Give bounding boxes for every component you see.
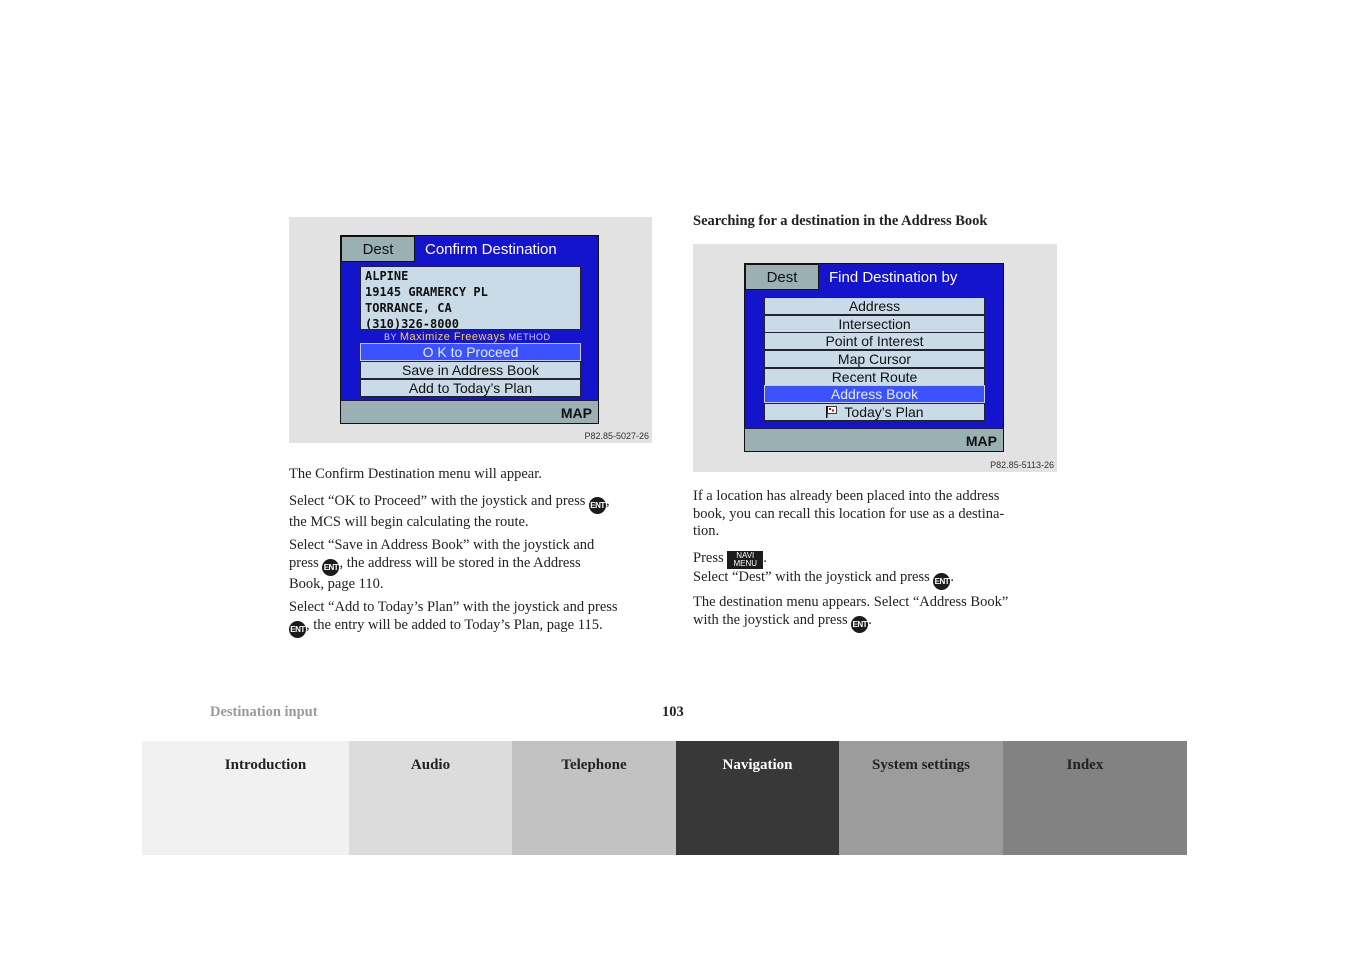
ent-button-icon: ENT — [589, 497, 606, 514]
confirm-destination-figure — [289, 217, 652, 443]
tab-telephone[interactable]: Telephone — [512, 741, 676, 855]
tab-system-settings[interactable]: System settings — [839, 741, 1003, 855]
address-line: 19145 GRAMERCY PL — [365, 285, 488, 299]
paragraph-text: If a location has already been placed into the address — [693, 488, 1000, 504]
add-to-todays-plan-option: Add to Today’s Plan — [360, 379, 581, 397]
screen-title: Confirm Destination — [425, 241, 557, 258]
map-label: MAP — [560, 405, 592, 421]
tab-audio[interactable]: Audio — [349, 741, 512, 855]
paragraph — [693, 488, 1063, 541]
intersection-option: Intersection — [764, 315, 985, 333]
paragraph-text: Select “Add to Today’s Plan” with the joystick and press — [289, 599, 618, 615]
tab-navigation[interactable]: Navigation — [676, 741, 839, 855]
map-cursor-option: Map Cursor — [764, 350, 985, 368]
method-highlight: Maximize Freeways — [399, 331, 506, 343]
paragraph — [289, 466, 542, 484]
paragraph-text: tion. — [693, 523, 720, 539]
section-heading: Searching for a destination in the Address Book — [693, 213, 988, 229]
paragraph — [693, 594, 1063, 633]
ok-to-proceed-option: O K to Proceed — [360, 343, 581, 361]
paragraph — [289, 599, 659, 638]
todays-plan-label: Today’s Plan — [844, 404, 924, 420]
address-book-option: Address Book — [764, 385, 985, 403]
ent-button-icon: ENT — [933, 573, 950, 590]
paragraph-text: , — [606, 493, 610, 509]
ent-button-icon: ENT — [322, 559, 339, 576]
paragraph-text: . — [868, 611, 872, 628]
page-number: 103 — [662, 704, 684, 720]
dest-tab: Dest — [341, 236, 415, 262]
map-label: MAP — [965, 433, 997, 449]
paragraph — [289, 537, 659, 593]
screen-title: Find Destination by — [829, 269, 958, 286]
paragraph-text: Book, page 110. — [289, 575, 384, 592]
menu-label: MENU — [733, 559, 758, 568]
address-line: (310)326-8000 — [365, 317, 459, 331]
address-line: ALPINE — [365, 269, 409, 283]
todays-plan-option — [764, 403, 985, 421]
dest-tab: Dest — [745, 264, 819, 290]
nav-screen — [744, 263, 1004, 452]
paragraph-text: with the joystick and press — [693, 611, 852, 628]
paragraph-text: , the entry will be added to Today’s Plan, page 115. — [306, 616, 603, 633]
screen-bottom-bar — [341, 400, 598, 423]
ent-button-icon: ENT — [851, 616, 868, 633]
method-prefix: BY — [384, 332, 397, 342]
paragraph-text: Select “OK to Proceed” with the joystick and press — [289, 493, 589, 509]
paragraph-text: Press — [693, 550, 728, 566]
paragraph-text: The Confirm Destination menu will appear. — [289, 466, 542, 482]
route-method — [384, 331, 551, 343]
paragraph-text: The destination menu appears. Select “Address Book” — [693, 594, 1009, 610]
tab-introduction[interactable]: Introduction — [142, 741, 349, 855]
recent-route-option: Recent Route — [764, 368, 985, 386]
navi-menu-button-icon — [727, 551, 763, 569]
paragraph — [289, 493, 659, 532]
section-name: Destination input — [210, 704, 318, 720]
paragraph-text: Select “Dest” with the joystick and press — [693, 569, 934, 585]
paragraph-text: . — [950, 569, 955, 585]
paragraph-text: , the address will be stored in the Address — [339, 554, 581, 571]
find-destination-figure — [693, 244, 1057, 472]
paragraph-text: the MCS will begin calculating the route. — [289, 514, 529, 530]
point-of-interest-option: Point of Interest — [764, 332, 985, 350]
save-in-address-book-option: Save in Address Book — [360, 361, 581, 379]
address-box — [360, 266, 581, 330]
address-option: Address — [764, 297, 985, 315]
method-suffix: METHOD — [508, 332, 551, 342]
flag-icon — [825, 405, 838, 416]
nav-screen — [340, 235, 599, 424]
paragraph-text: press — [289, 554, 323, 571]
ent-button-icon: ENT — [289, 621, 306, 638]
figure-code: P82.85-5027-26 — [584, 431, 649, 441]
address-line: TORRANCE, CA — [365, 301, 452, 315]
figure-code: P82.85-5113-26 — [990, 460, 1054, 470]
paragraph-text: book, you can recall this location for use as a destina- — [693, 505, 1005, 522]
screen-bottom-bar — [745, 428, 1003, 451]
tab-index[interactable]: Index — [1003, 741, 1187, 855]
paragraph-text: . — [763, 550, 767, 566]
navi-label: NAVI — [736, 551, 755, 560]
paragraph — [693, 550, 1063, 590]
paragraph-text: Select “Save in Address Book” with the joystick and — [289, 537, 595, 553]
